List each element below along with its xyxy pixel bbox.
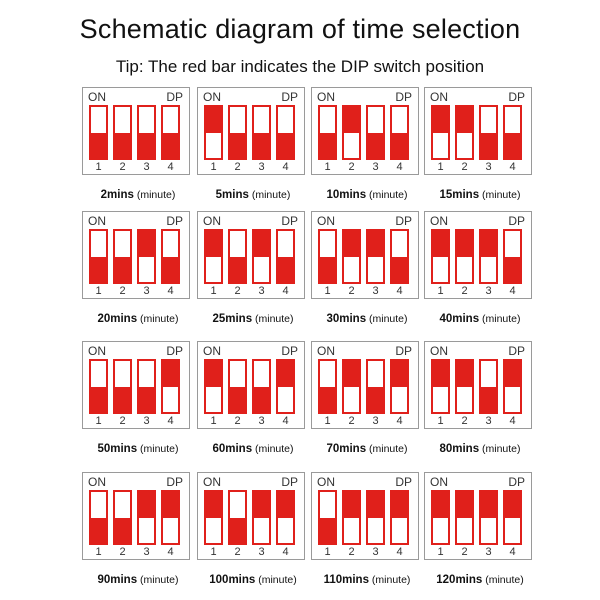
time-value: 100mins bbox=[209, 574, 256, 586]
switch-number: 2 bbox=[234, 161, 241, 173]
dip-switch-1 bbox=[89, 490, 108, 545]
switch-number: 2 bbox=[348, 546, 355, 558]
switch-number: 1 bbox=[210, 161, 217, 173]
dip-switch-3 bbox=[366, 229, 385, 284]
dip-switch-2 bbox=[113, 229, 132, 284]
switch-number: 1 bbox=[210, 415, 217, 427]
switch-lever-up bbox=[457, 492, 472, 518]
switch-number: 2 bbox=[461, 546, 468, 558]
switch-lever-down bbox=[481, 133, 496, 159]
dip-switch-1 bbox=[318, 229, 337, 284]
dp-label: DP bbox=[395, 214, 412, 228]
switch-lever-up bbox=[139, 492, 154, 518]
switch-number: 1 bbox=[95, 546, 102, 558]
switch-number: 3 bbox=[485, 415, 492, 427]
on-label: ON bbox=[88, 214, 106, 228]
dip-switch-3 bbox=[137, 359, 156, 414]
dip-switch-4 bbox=[390, 359, 409, 414]
dip-switch-4 bbox=[390, 229, 409, 284]
dip-switch-3 bbox=[479, 359, 498, 414]
time-caption bbox=[82, 313, 194, 325]
switch-lever-up bbox=[392, 361, 407, 387]
dip-switch-1 bbox=[318, 490, 337, 545]
dip-switch-2 bbox=[113, 359, 132, 414]
time-unit: (minute) bbox=[366, 313, 408, 325]
time-caption bbox=[311, 443, 423, 455]
switch-number: 3 bbox=[258, 285, 265, 297]
switch-lever-down bbox=[230, 133, 245, 159]
dip-switch-panel bbox=[311, 341, 419, 429]
time-unit: (minute) bbox=[137, 574, 179, 586]
time-caption bbox=[82, 443, 194, 455]
time-unit: (minute) bbox=[479, 443, 521, 455]
switch-number: 4 bbox=[167, 161, 174, 173]
dip-switch-4 bbox=[503, 105, 522, 160]
switch-number: 4 bbox=[396, 546, 403, 558]
switch-number: 4 bbox=[509, 161, 516, 173]
time-value: 110mins bbox=[323, 574, 369, 586]
dip-switch-2 bbox=[455, 359, 474, 414]
switch-lever-down bbox=[254, 387, 269, 413]
switch-lever-down bbox=[320, 257, 335, 283]
dp-label: DP bbox=[508, 475, 525, 489]
switch-lever-up bbox=[433, 492, 448, 518]
dip-switch-2 bbox=[113, 105, 132, 160]
switch-lever-up bbox=[254, 492, 269, 518]
dip-switch-4 bbox=[276, 105, 295, 160]
dp-label: DP bbox=[281, 90, 298, 104]
switch-lever-up bbox=[278, 492, 293, 518]
switch-lever-up bbox=[163, 361, 178, 387]
switch-number: 4 bbox=[509, 546, 516, 558]
switch-lever-down bbox=[230, 518, 245, 544]
switch-lever-down bbox=[115, 133, 130, 159]
dip-switch-1 bbox=[89, 359, 108, 414]
dp-label: DP bbox=[166, 344, 183, 358]
time-value: 20mins bbox=[97, 313, 138, 325]
time-value: 5mins bbox=[215, 189, 249, 201]
dip-switch-1 bbox=[204, 229, 223, 284]
dip-switch-3 bbox=[252, 229, 271, 284]
time-caption bbox=[197, 189, 309, 201]
dip-switch-3 bbox=[479, 490, 498, 545]
switch-lever-up bbox=[206, 231, 221, 257]
switch-lever-down bbox=[368, 387, 383, 413]
dip-switch-4 bbox=[503, 229, 522, 284]
dp-label: DP bbox=[281, 344, 298, 358]
time-value: 60mins bbox=[212, 443, 253, 455]
dip-switch-4 bbox=[276, 359, 295, 414]
switch-lever-down bbox=[320, 133, 335, 159]
dip-switch-4 bbox=[161, 359, 180, 414]
dip-switch-2 bbox=[228, 359, 247, 414]
switch-lever-up bbox=[139, 231, 154, 257]
switch-number: 1 bbox=[324, 161, 331, 173]
time-value: 10mins bbox=[326, 189, 367, 201]
dip-switch-1 bbox=[431, 490, 450, 545]
dip-switch-panel bbox=[197, 341, 305, 429]
dip-switch-panel bbox=[424, 472, 532, 560]
switch-lever-up bbox=[206, 492, 221, 518]
dip-switch-3 bbox=[366, 105, 385, 160]
time-caption bbox=[424, 313, 536, 325]
switch-lever-down bbox=[278, 133, 293, 159]
dip-switch-1 bbox=[318, 359, 337, 414]
switch-number: 1 bbox=[324, 285, 331, 297]
dp-label: DP bbox=[395, 90, 412, 104]
dip-switch-4 bbox=[390, 490, 409, 545]
switch-number: 4 bbox=[396, 285, 403, 297]
switch-lever-down bbox=[139, 387, 154, 413]
dip-switch-2 bbox=[342, 490, 361, 545]
switch-lever-down bbox=[230, 257, 245, 283]
time-value: 50mins bbox=[97, 443, 138, 455]
dip-switch-panel bbox=[82, 472, 190, 560]
switch-number: 3 bbox=[258, 161, 265, 173]
dp-label: DP bbox=[395, 475, 412, 489]
dip-switch-1 bbox=[204, 105, 223, 160]
time-caption bbox=[311, 313, 423, 325]
dip-switch-1 bbox=[204, 490, 223, 545]
switch-number: 4 bbox=[282, 161, 289, 173]
switch-lever-down bbox=[505, 257, 520, 283]
switch-lever-down bbox=[139, 133, 154, 159]
dip-switch-4 bbox=[503, 359, 522, 414]
switch-lever-up bbox=[505, 361, 520, 387]
time-value: 70mins bbox=[326, 443, 367, 455]
switch-lever-down bbox=[278, 257, 293, 283]
switch-number: 3 bbox=[143, 546, 150, 558]
switch-lever-up bbox=[392, 492, 407, 518]
switch-lever-down bbox=[91, 387, 106, 413]
switch-number: 4 bbox=[282, 415, 289, 427]
time-unit: (minute) bbox=[137, 313, 179, 325]
time-unit: (minute) bbox=[252, 443, 294, 455]
time-unit: (minute) bbox=[482, 574, 524, 586]
switch-number: 3 bbox=[372, 415, 379, 427]
switch-number: 4 bbox=[396, 415, 403, 427]
switch-number: 1 bbox=[437, 415, 444, 427]
dip-switch-2 bbox=[342, 359, 361, 414]
switch-lever-down bbox=[91, 133, 106, 159]
on-label: ON bbox=[203, 214, 221, 228]
switch-lever-up bbox=[433, 231, 448, 257]
dip-switch-3 bbox=[252, 105, 271, 160]
time-unit: (minute) bbox=[133, 189, 176, 201]
dip-switch-4 bbox=[503, 490, 522, 545]
switch-lever-up bbox=[278, 361, 293, 387]
on-label: ON bbox=[430, 344, 448, 358]
time-unit: (minute) bbox=[252, 313, 294, 325]
switch-number: 1 bbox=[95, 415, 102, 427]
dip-switch-4 bbox=[276, 229, 295, 284]
switch-number: 2 bbox=[348, 285, 355, 297]
on-label: ON bbox=[203, 475, 221, 489]
dip-switch-panel bbox=[197, 87, 305, 175]
dip-switch-panel bbox=[82, 87, 190, 175]
switch-lever-down bbox=[115, 257, 130, 283]
switch-number: 1 bbox=[324, 546, 331, 558]
switch-lever-down bbox=[230, 387, 245, 413]
switch-lever-up bbox=[457, 107, 472, 133]
switch-number: 3 bbox=[485, 285, 492, 297]
switch-number: 1 bbox=[437, 546, 444, 558]
switch-number: 3 bbox=[258, 546, 265, 558]
dip-switch-panel bbox=[424, 341, 532, 429]
switch-lever-up bbox=[433, 107, 448, 133]
dip-switch-4 bbox=[276, 490, 295, 545]
dip-switch-2 bbox=[455, 105, 474, 160]
switch-number: 2 bbox=[234, 415, 241, 427]
switch-number: 2 bbox=[234, 546, 241, 558]
switch-number: 2 bbox=[119, 161, 126, 173]
time-caption bbox=[424, 574, 536, 586]
switch-lever-up bbox=[344, 107, 359, 133]
switch-number: 4 bbox=[509, 285, 516, 297]
switch-number: 1 bbox=[95, 285, 102, 297]
time-caption bbox=[82, 574, 194, 586]
dip-switch-4 bbox=[161, 229, 180, 284]
switch-number: 3 bbox=[485, 161, 492, 173]
on-label: ON bbox=[88, 344, 106, 358]
page-title: Schematic diagram of time selection bbox=[79, 14, 521, 44]
dp-label: DP bbox=[508, 214, 525, 228]
time-unit: (minute) bbox=[366, 443, 408, 455]
dip-switch-1 bbox=[318, 105, 337, 160]
dip-switch-1 bbox=[431, 359, 450, 414]
dp-label: DP bbox=[508, 344, 525, 358]
dip-switch-2 bbox=[342, 229, 361, 284]
time-value: 90mins bbox=[97, 574, 138, 586]
dip-switch-3 bbox=[366, 490, 385, 545]
switch-number: 3 bbox=[372, 546, 379, 558]
time-caption bbox=[197, 574, 309, 586]
switch-number: 4 bbox=[167, 546, 174, 558]
on-label: ON bbox=[430, 90, 448, 104]
time-caption bbox=[424, 189, 536, 201]
switch-number: 3 bbox=[372, 161, 379, 173]
time-value: 2mins bbox=[100, 189, 134, 201]
time-caption bbox=[311, 574, 423, 586]
dip-switch-1 bbox=[431, 105, 450, 160]
switch-lever-down bbox=[254, 133, 269, 159]
time-unit: (minute) bbox=[248, 189, 291, 201]
switch-lever-down bbox=[481, 387, 496, 413]
dip-switch-3 bbox=[252, 490, 271, 545]
switch-number: 4 bbox=[282, 546, 289, 558]
time-unit: (minute) bbox=[368, 574, 411, 586]
dip-switch-3 bbox=[137, 490, 156, 545]
dip-switch-2 bbox=[228, 490, 247, 545]
switch-lever-down bbox=[91, 257, 106, 283]
switch-number: 2 bbox=[348, 161, 355, 173]
dp-label: DP bbox=[166, 475, 183, 489]
switch-lever-down bbox=[163, 133, 178, 159]
switch-lever-up bbox=[206, 107, 221, 133]
switch-lever-down bbox=[115, 387, 130, 413]
switch-number: 2 bbox=[461, 285, 468, 297]
time-caption bbox=[311, 189, 423, 201]
time-value: 40mins bbox=[439, 313, 480, 325]
dip-switch-3 bbox=[479, 105, 498, 160]
dp-label: DP bbox=[281, 214, 298, 228]
switch-number: 1 bbox=[210, 285, 217, 297]
switch-lever-up bbox=[457, 231, 472, 257]
switch-number: 4 bbox=[509, 415, 516, 427]
dip-switch-1 bbox=[89, 105, 108, 160]
switch-lever-up bbox=[344, 231, 359, 257]
dip-switch-panel bbox=[311, 87, 419, 175]
dip-switch-panel bbox=[424, 87, 532, 175]
switch-lever-up bbox=[368, 231, 383, 257]
dip-switch-3 bbox=[137, 105, 156, 160]
switch-lever-up bbox=[368, 492, 383, 518]
switch-lever-up bbox=[206, 361, 221, 387]
time-value: 25mins bbox=[212, 313, 253, 325]
switch-lever-up bbox=[163, 492, 178, 518]
dip-switch-2 bbox=[342, 105, 361, 160]
on-label: ON bbox=[88, 475, 106, 489]
dip-switch-2 bbox=[228, 105, 247, 160]
switch-number: 3 bbox=[258, 415, 265, 427]
dip-switch-2 bbox=[228, 229, 247, 284]
time-value: 15mins bbox=[439, 189, 480, 201]
switch-number: 3 bbox=[143, 415, 150, 427]
switch-number: 2 bbox=[119, 415, 126, 427]
time-value: 80mins bbox=[439, 443, 480, 455]
switch-lever-down bbox=[505, 133, 520, 159]
switch-number: 2 bbox=[119, 285, 126, 297]
switch-number: 1 bbox=[437, 161, 444, 173]
on-label: ON bbox=[430, 214, 448, 228]
switch-lever-up bbox=[344, 361, 359, 387]
switch-number: 1 bbox=[95, 161, 102, 173]
dp-label: DP bbox=[281, 475, 298, 489]
dip-switch-3 bbox=[137, 229, 156, 284]
switch-number: 2 bbox=[461, 415, 468, 427]
dip-switch-panel bbox=[311, 211, 419, 299]
on-label: ON bbox=[317, 214, 335, 228]
switch-lever-down bbox=[320, 387, 335, 413]
dp-label: DP bbox=[508, 90, 525, 104]
dp-label: DP bbox=[166, 214, 183, 228]
switch-lever-up bbox=[481, 231, 496, 257]
switch-number: 3 bbox=[143, 161, 150, 173]
on-label: ON bbox=[317, 475, 335, 489]
switch-number: 2 bbox=[461, 161, 468, 173]
switch-number: 4 bbox=[167, 415, 174, 427]
switch-number: 1 bbox=[210, 546, 217, 558]
switch-lever-up bbox=[433, 361, 448, 387]
switch-lever-down bbox=[320, 518, 335, 544]
dip-switch-3 bbox=[366, 359, 385, 414]
dp-label: DP bbox=[166, 90, 183, 104]
dip-switch-1 bbox=[89, 229, 108, 284]
time-unit: (minute) bbox=[366, 189, 408, 201]
dip-switch-panel bbox=[82, 211, 190, 299]
switch-lever-up bbox=[457, 361, 472, 387]
switch-number: 4 bbox=[396, 161, 403, 173]
on-label: ON bbox=[88, 90, 106, 104]
switch-number: 3 bbox=[485, 546, 492, 558]
switch-number: 3 bbox=[372, 285, 379, 297]
time-unit: (minute) bbox=[137, 443, 179, 455]
dip-switch-panel bbox=[82, 341, 190, 429]
time-caption bbox=[197, 443, 309, 455]
on-label: ON bbox=[203, 344, 221, 358]
time-value: 30mins bbox=[326, 313, 367, 325]
switch-number: 3 bbox=[143, 285, 150, 297]
dip-switch-2 bbox=[455, 490, 474, 545]
switch-lever-up bbox=[254, 231, 269, 257]
time-unit: (minute) bbox=[479, 313, 521, 325]
on-label: ON bbox=[203, 90, 221, 104]
dip-switch-4 bbox=[390, 105, 409, 160]
switch-lever-down bbox=[392, 133, 407, 159]
dip-switch-4 bbox=[161, 105, 180, 160]
switch-lever-up bbox=[505, 492, 520, 518]
dip-switch-1 bbox=[431, 229, 450, 284]
dip-switch-panel bbox=[311, 472, 419, 560]
switch-lever-down bbox=[115, 518, 130, 544]
switch-number: 4 bbox=[282, 285, 289, 297]
dip-switch-panel bbox=[197, 211, 305, 299]
dip-switch-panel bbox=[424, 211, 532, 299]
switch-lever-down bbox=[368, 133, 383, 159]
on-label: ON bbox=[430, 475, 448, 489]
time-unit: (minute) bbox=[479, 189, 521, 201]
tip-text: Tip: The red bar indicates the DIP switch position bbox=[115, 57, 485, 76]
time-caption bbox=[424, 443, 536, 455]
dip-switch-2 bbox=[113, 490, 132, 545]
switch-number: 2 bbox=[348, 415, 355, 427]
switch-lever-down bbox=[91, 518, 106, 544]
on-label: ON bbox=[317, 90, 335, 104]
switch-number: 4 bbox=[167, 285, 174, 297]
switch-lever-down bbox=[392, 257, 407, 283]
time-unit: (minute) bbox=[255, 574, 297, 586]
dip-switch-1 bbox=[204, 359, 223, 414]
switch-number: 1 bbox=[324, 415, 331, 427]
switch-lever-up bbox=[481, 492, 496, 518]
switch-number: 1 bbox=[437, 285, 444, 297]
time-caption bbox=[82, 189, 194, 201]
time-value: 120mins bbox=[436, 574, 483, 586]
dip-switch-2 bbox=[455, 229, 474, 284]
dip-switch-4 bbox=[161, 490, 180, 545]
switch-lever-down bbox=[163, 257, 178, 283]
switch-number: 2 bbox=[119, 546, 126, 558]
switch-number: 2 bbox=[234, 285, 241, 297]
dip-switch-panel bbox=[197, 472, 305, 560]
dip-switch-3 bbox=[252, 359, 271, 414]
on-label: ON bbox=[317, 344, 335, 358]
dp-label: DP bbox=[395, 344, 412, 358]
dip-switch-3 bbox=[479, 229, 498, 284]
switch-lever-up bbox=[344, 492, 359, 518]
time-caption bbox=[197, 313, 309, 325]
